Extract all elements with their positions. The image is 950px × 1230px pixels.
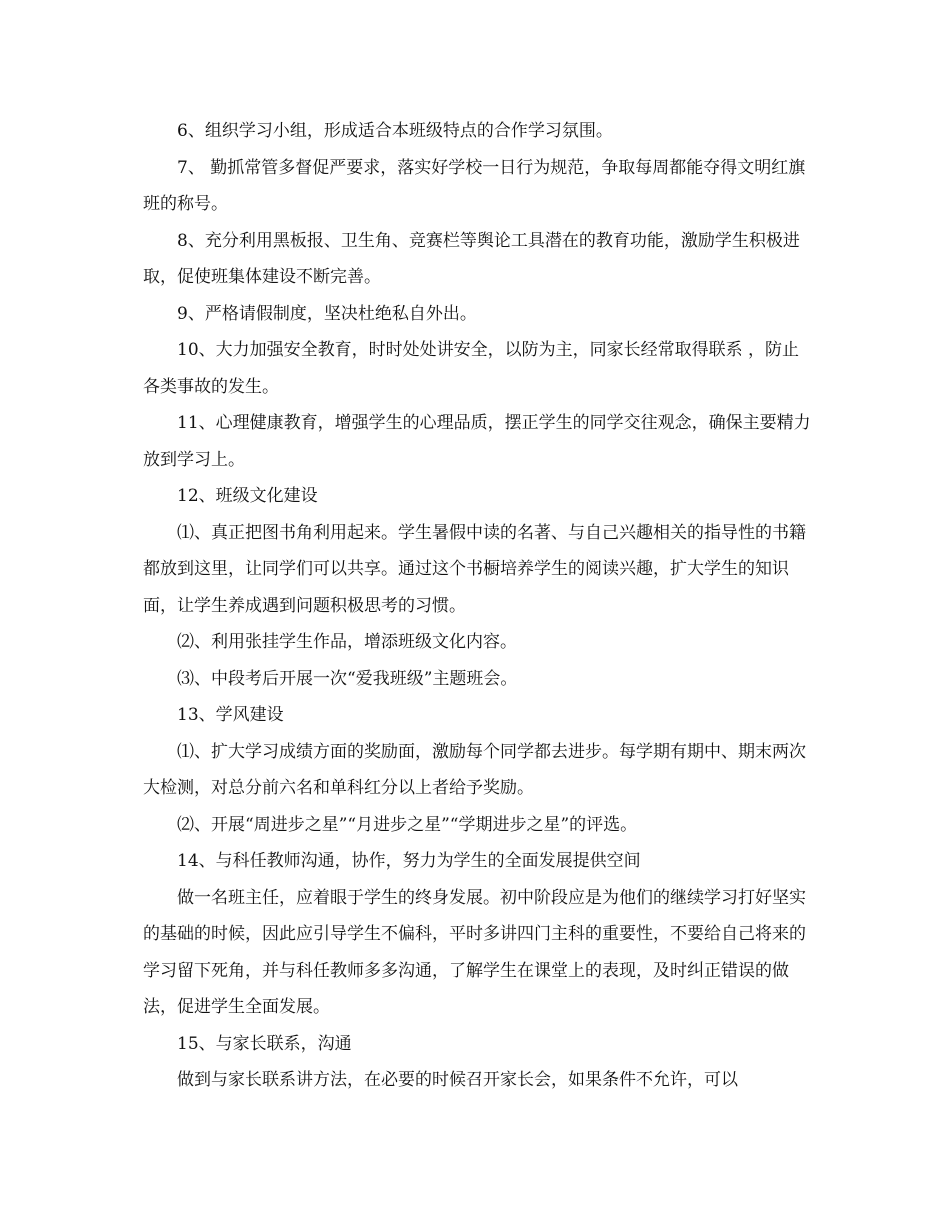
paragraph-subitem-13-2: ⑵、开展“周进步之星”“月进步之星”“学期进步之星”的评选。 bbox=[177, 814, 638, 835]
paragraph-body-parent: 做到与家长联系讲方法，在必要的时候召开家长会，如果条件不允许，可以 bbox=[177, 1070, 738, 1090]
section-heading-study-style: 13、学风建设 bbox=[177, 705, 284, 725]
paragraph-item-10: 10、大力加强安全教育，时时处处讲安全，以防为主，同家长经常取得联系 ，防止各类事故的发生。 bbox=[143, 340, 800, 397]
paragraph-item-9: 9、严格请假制度，坚决杜绝私自外出。 bbox=[177, 303, 477, 324]
paragraph-subitem-12-1: ⑴、真正把图书角利用起来。学生暑假中读的名著、与自己兴趣相关的指导性的书籍都放到这里，让同学们可以共享。通过这个书橱培养学生的阅读兴趣，扩大学生的知识面，让学生养成遇到问题积极思考的习惯。 bbox=[143, 522, 806, 616]
section-heading-class-culture: 12、班级文化建设 bbox=[177, 486, 318, 506]
paragraph-subitem-12-2: ⑵、利用张挂学生作品，增添班级文化内容。 bbox=[177, 632, 517, 652]
paragraph-subitem-13-1: ⑴、扩大学习成绩方面的奖励面，激励每个同学都去进步。每学期有期中、期末两次大检测，对总分前六名和单科红分以上者给予奖励。 bbox=[143, 741, 806, 798]
section-heading-teacher-communication: 14、与科任教师沟通，协作，努力为学生的全面发展提供空间 bbox=[177, 851, 641, 871]
paragraph-item-11: 11、心理健康教育，增强学生的心理品质，摆正学生的同学交往观念，确保主要精力放到学习上。 bbox=[143, 413, 811, 470]
paragraph-item-6: 6、组织学习小组，形成适合本班级特点的合作学习氛围。 bbox=[177, 121, 613, 141]
paragraph-item-8: 8、充分利用黑板报、卫生角、竞赛栏等舆论工具潜在的教育功能，激励学生积极进取，促使班集体建设不断完善。 bbox=[143, 230, 800, 287]
section-heading-parent-contact: 15、与家长联系，沟通 bbox=[177, 1033, 352, 1054]
paragraph-body-teacher: 做一名班主任，应着眼于学生的终身发展。初中阶段应是为他们的继续学习打好坚实的基础的时候，因此应引导学生不偏科，平时多讲四门主科的重要性，不要给自己将来的学习留下死角，并与科任教师多多沟通，了解学生在课堂上的表现，及时纠正错误的做法，促进学生全面发展。 bbox=[143, 887, 806, 1017]
paragraph-item-7: 7、 勤抓常管多督促严要求，落实好学校一日行为规范，争取每周都能夺得文明红旗班的称号。 bbox=[143, 157, 806, 214]
paragraph-subitem-12-3: ⑶、中段考后开展一次“爱我班级”主题班会。 bbox=[177, 668, 518, 689]
document-body bbox=[143, 113, 813, 1099]
